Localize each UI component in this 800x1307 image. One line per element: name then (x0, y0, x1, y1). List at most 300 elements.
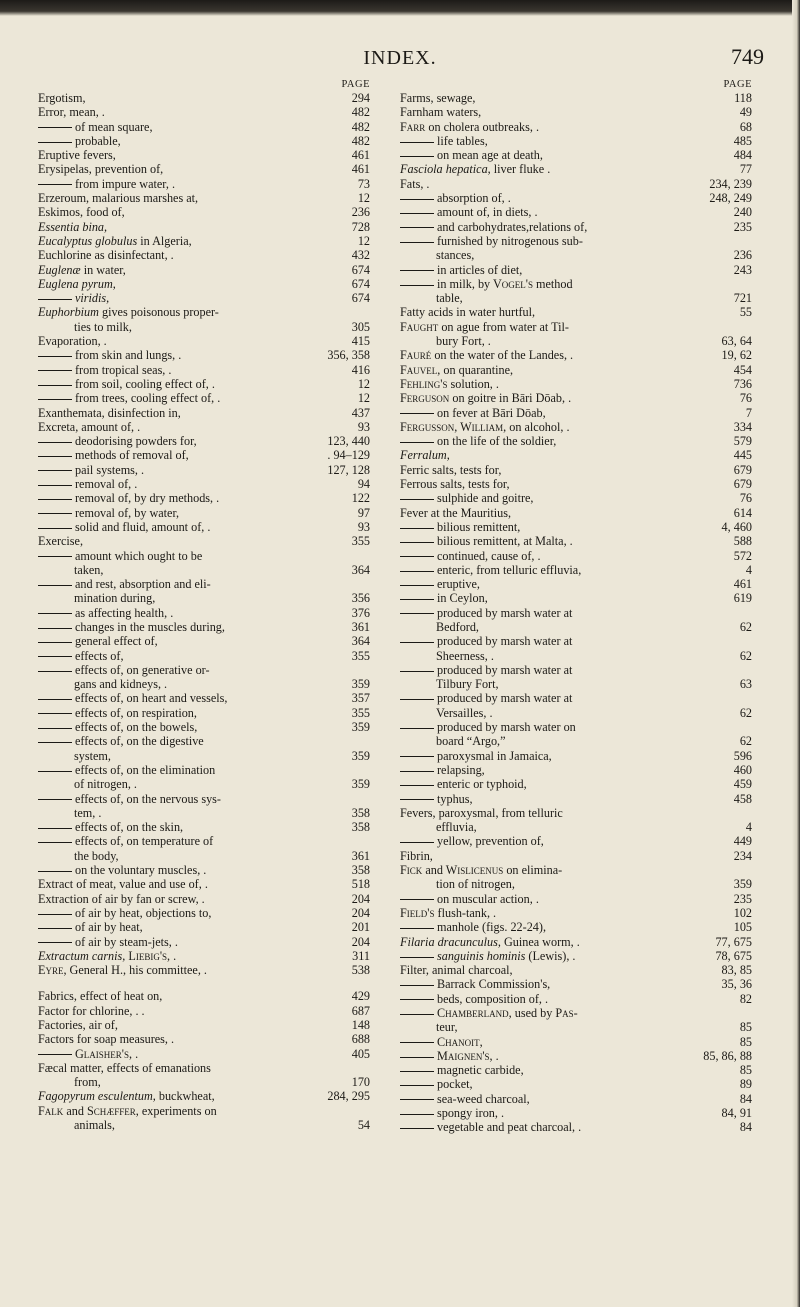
entry-continuation: gans and kidneys, . (74, 677, 168, 692)
entry-heading: Fæcal matter, effects of emanations (38, 1060, 211, 1075)
entry-page-ref: 361 (351, 619, 370, 634)
entry-page-ref: 376 (351, 605, 370, 620)
entry-page-ref: 201 (351, 920, 370, 935)
entry-heading: as affecting health, . (75, 605, 174, 620)
entry-heading: magnetic carbide, (437, 1063, 524, 1078)
entry-page-ref: 358 (351, 863, 370, 878)
entry-heading: changes in the muscles during, (75, 619, 225, 634)
entry-page-ref: 538 (351, 963, 370, 978)
entry-heading: Exanthemata, disinfection in, (38, 405, 181, 420)
ditto-dash (400, 227, 434, 228)
entry-page-ref: 355 (351, 705, 370, 720)
entry-text (38, 706, 197, 720)
ditto-dash (400, 957, 434, 958)
entry-continuation: taken, (74, 562, 104, 577)
entry-heading: produced by marsh water at (437, 605, 573, 620)
ditto-dash (400, 1057, 434, 1058)
entry-heading: Fibrin, (400, 848, 433, 863)
entry-heading: removal of, . (75, 477, 138, 492)
entry-text (38, 549, 202, 563)
index-entry (400, 834, 752, 848)
entry-heading: Erzeroum, malarious marshes at, (38, 191, 199, 206)
entry-subtext: on ague from water at Til- (438, 319, 569, 334)
ditto-dash (400, 1099, 434, 1100)
index-entry (38, 792, 370, 821)
index-entry (400, 406, 752, 420)
entry-heading: Ferric salts, tests for, (400, 462, 502, 477)
index-entry (38, 305, 370, 334)
index-entry (400, 277, 752, 306)
entry-text (400, 177, 429, 191)
entry-heading: Fever at the Mauritius, (400, 505, 512, 520)
ditto-dash (38, 942, 72, 943)
entry-page-ref: 83, 85 (721, 963, 752, 978)
index-entry (38, 577, 370, 606)
index-entry (38, 649, 370, 663)
entry-heading: amount of, in diets, . (437, 205, 538, 220)
index-entry (400, 977, 752, 991)
entry-subtext: in Algeria, (137, 233, 192, 248)
entry-page-ref: 84, 91 (721, 1106, 752, 1121)
entry-page-ref: 432 (351, 248, 370, 263)
entry-page-ref: 674 (351, 291, 370, 306)
index-entries (38, 91, 370, 1132)
entry-page-ref: 73 (357, 176, 370, 191)
entry-heading: produced by marsh water at (437, 634, 573, 649)
entry-text (38, 277, 116, 291)
entry-page-ref: 49 (739, 105, 752, 120)
index-entry (400, 191, 752, 205)
entry-page-ref: 85, 86, 88 (703, 1048, 752, 1063)
entry-text (38, 606, 173, 620)
entry-name: Falk (38, 1103, 64, 1118)
entry-name: Chanoit (437, 1034, 480, 1049)
entry-text (400, 892, 539, 906)
index-entry (38, 448, 370, 462)
entry-page-ref: 484 (733, 148, 752, 163)
entry-name: Eyre (38, 963, 64, 978)
entry-text (400, 1077, 473, 1091)
index-entry (400, 234, 752, 263)
entry-page-ref: 284, 295 (327, 1089, 370, 1104)
index-entry (400, 377, 752, 391)
entry-heading: effects of, on respiration, (75, 705, 197, 720)
entry-text (38, 720, 197, 734)
entry-heading: produced by marsh water on (437, 720, 576, 735)
page-number: 749 (731, 44, 764, 69)
ditto-dash (38, 442, 72, 443)
ditto-dash (38, 628, 72, 629)
entry-text (400, 406, 546, 420)
entry-page-ref: 78, 675 (715, 948, 752, 963)
entry-page-ref: 82 (739, 991, 752, 1006)
scan-top-edge (0, 0, 800, 16)
entry-text (38, 291, 109, 305)
index-entry (400, 863, 752, 892)
index-entry (38, 491, 370, 505)
entry-text (400, 420, 570, 434)
entry-name: Farr (400, 119, 426, 134)
entry-heading: Euglena pyrum, (38, 276, 116, 291)
entry-page-ref: 148 (351, 1018, 370, 1032)
entry-page-ref: 54 (357, 1118, 370, 1133)
entry-text (400, 162, 550, 176)
ditto-dash (38, 742, 72, 743)
index-entry (400, 563, 752, 577)
entry-subtext: gives poisonous proper- (98, 305, 219, 320)
ditto-dash (38, 1054, 72, 1055)
index-entry (400, 148, 752, 162)
entry-page-ref: 84 (739, 1091, 752, 1106)
entry-text (400, 491, 533, 505)
entry-page-ref: 728 (351, 219, 370, 234)
ditto-dash (38, 799, 72, 800)
entry-text (400, 663, 572, 677)
entry-heading: effects of, on generative or- (75, 662, 210, 677)
entry-text (400, 806, 563, 820)
index-entry (400, 849, 752, 863)
entry-heading: Filter, animal charcoal, (400, 963, 513, 978)
scan-right-edge (792, 0, 800, 1307)
ditto-dash (38, 356, 72, 357)
ditto-dash (400, 1071, 434, 1072)
entry-text (400, 634, 572, 648)
entry-text (400, 1035, 483, 1049)
index-entry (400, 777, 752, 791)
entry-continuation: stances, (436, 248, 475, 263)
index-entry (400, 134, 752, 148)
entry-text (38, 205, 125, 219)
entry-name: Field's (400, 905, 435, 920)
entry-heading: effects of, on heart and vessels, (75, 691, 228, 706)
page-column-label: PAGE (723, 79, 752, 90)
index-entry (400, 1006, 752, 1035)
ditto-dash (38, 914, 72, 915)
ditto-dash (400, 613, 434, 614)
entry-page-ref: 364 (351, 634, 370, 649)
ditto-dash (38, 871, 72, 872)
index-entry (400, 691, 752, 720)
entry-page-ref: 359 (351, 677, 370, 692)
entry-continuation: board “Argo,” (436, 734, 506, 749)
entry-page-ref: 127, 128 (327, 462, 370, 477)
index-entry (400, 1092, 752, 1106)
index-entry (400, 520, 752, 534)
index-entry (400, 935, 752, 949)
index-entry (38, 1032, 370, 1046)
index-entry (38, 263, 370, 277)
ditto-dash (38, 470, 72, 471)
entry-text (400, 549, 541, 563)
entry-text (38, 377, 215, 391)
entry-text (38, 334, 107, 348)
entry-text (38, 1089, 215, 1103)
index-entry (400, 949, 752, 963)
index-entry (38, 920, 370, 934)
entry-page-ref: 359 (351, 777, 370, 792)
index-entry (38, 734, 370, 763)
index-entry (400, 506, 752, 520)
entry-heading: Factor for chlorine, . . (38, 1003, 145, 1018)
ditto-dash (38, 299, 72, 300)
entry-page-ref: 461 (733, 577, 752, 592)
entry-text (38, 935, 178, 949)
entry-page-ref: 63, 64 (721, 334, 752, 349)
entry-continuation: system, (74, 748, 111, 763)
entry-text (400, 477, 510, 491)
entry-text (400, 777, 527, 791)
entry-continuation: table, (436, 291, 463, 306)
index-entry (38, 234, 370, 248)
entry-subtext: in water, (80, 262, 126, 277)
entry-heading: manhole (figs. 22-24), (437, 920, 546, 935)
entry-page-ref: 461 (351, 162, 370, 177)
entry-heading: on fever at Bāri Dōab, (437, 405, 546, 420)
entry-text (400, 263, 522, 277)
index-entry (38, 506, 370, 520)
entry-text (38, 877, 208, 891)
entry-page-ref: 240 (733, 205, 752, 220)
entry-heading: furnished by nitrogenous sub- (437, 233, 583, 248)
ditto-dash (38, 928, 72, 929)
entry-page-ref: 204 (351, 891, 370, 906)
ditto-dash (400, 799, 434, 800)
index-entry (38, 892, 370, 906)
entry-text (400, 220, 587, 234)
entry-text (38, 406, 181, 420)
entry-text (38, 105, 105, 119)
entry-text (38, 506, 179, 520)
ditto-dash (38, 127, 72, 128)
index-entry (38, 377, 370, 391)
ditto-dash (400, 1128, 434, 1129)
entry-page-ref: 19, 62 (721, 348, 752, 363)
entry-text (38, 949, 176, 963)
entry-heading: Fatty acids in water hurtful, (400, 305, 536, 320)
index-entry (400, 177, 752, 191)
entry-heading: paroxysmal in Jamaica, (437, 748, 552, 763)
ditto-dash (38, 642, 72, 643)
entry-page-ref: 405 (351, 1046, 370, 1061)
entry-text (38, 120, 153, 134)
entry-heading: Farnham waters, (400, 105, 482, 120)
entry-page-ref: 687 (351, 1003, 370, 1018)
entry-heading: enteric, from telluric effluvia, (437, 562, 582, 577)
entry-name: Glaisher's (75, 1046, 130, 1061)
entry-text (38, 191, 198, 205)
entry-text (38, 391, 220, 405)
index-entry (400, 1106, 752, 1120)
index-entry (38, 120, 370, 134)
index-column-right (400, 78, 752, 1135)
entry-heading: Essentia bina, (38, 219, 108, 234)
ditto-dash (400, 442, 434, 443)
index-entry (400, 606, 752, 635)
entry-page-ref: 204 (351, 934, 370, 949)
ditto-dash (400, 1014, 434, 1015)
entry-page-ref: 614 (733, 505, 752, 520)
index-entry (38, 191, 370, 205)
index-entry (38, 1089, 370, 1103)
entry-page-ref: 355 (351, 648, 370, 663)
entry-page-ref: 84 (739, 1120, 752, 1135)
entry-page-ref: . 94–129 (327, 448, 370, 463)
entry-heading: in Ceylon, (437, 591, 488, 606)
entry-heading: Fasciola hepatica, (400, 162, 491, 177)
entry-heading: Fabrics, effect of heat on, (38, 989, 163, 1004)
index-entry (400, 91, 752, 105)
ditto-dash (400, 928, 434, 929)
entry-heading: effects of, on the nervous sys- (75, 791, 221, 806)
ditto-dash (38, 699, 72, 700)
entry-heading: pail systems, . (75, 462, 145, 477)
entry-heading: relapsing, (437, 762, 485, 777)
index-entry (38, 277, 370, 291)
index-entry (38, 1004, 370, 1018)
section-gap (38, 977, 370, 989)
index-entry (38, 91, 370, 105)
entry-page-ref: 334 (733, 419, 752, 434)
entry-text (400, 91, 475, 105)
entry-page-ref: 364 (351, 562, 370, 577)
entry-page-ref: 482 (351, 133, 370, 148)
index-entry (400, 806, 752, 835)
index-entry (38, 406, 370, 420)
index-entry (38, 477, 370, 491)
entry-heading: from tropical seas, . (75, 362, 172, 377)
entry-text (400, 963, 513, 977)
entry-page-ref: 76 (739, 391, 752, 406)
entry-subtext: , General H., his committee, . (63, 963, 207, 978)
ditto-dash (38, 513, 72, 514)
index-entry (400, 920, 752, 934)
entry-text (400, 105, 481, 119)
entry-name: Ferguson (400, 391, 450, 406)
index-entry (400, 105, 752, 119)
entry-heading: Farms, sewage, (400, 91, 476, 105)
entry-heading: Fevers, paroxysmal, from telluric (400, 805, 563, 820)
entry-continuation: tion of nitrogen, (436, 877, 515, 892)
entry-heading: in milk, by (437, 276, 491, 291)
entry-text (38, 1032, 174, 1046)
entry-page-ref: 55 (739, 305, 752, 320)
entry-name: Pas- (552, 1006, 578, 1020)
entry-subtext: , on quarantine, (437, 362, 514, 377)
entry-heading: of air by heat, objections to, (75, 905, 212, 920)
entry-page-ref: 596 (733, 748, 752, 763)
entry-name: Fauré (400, 348, 432, 363)
entry-page-ref: 679 (733, 477, 752, 492)
entry-subtext: liver fluke . (490, 162, 551, 177)
entry-page-ref: 122 (351, 491, 370, 506)
entry-page-ref: 35, 36 (721, 977, 752, 992)
entry-page-ref: 93 (357, 519, 370, 534)
index-entry (38, 963, 370, 977)
entry-heading: Ferrous salts, tests for, (400, 477, 510, 492)
entry-text (400, 1092, 530, 1106)
entry-text (400, 234, 583, 248)
entry-text (400, 591, 488, 605)
entry-page-ref: 674 (351, 262, 370, 277)
entry-text (400, 120, 539, 134)
entry-text (400, 749, 552, 763)
entry-continuation: animals, (74, 1118, 115, 1133)
entry-subtext: , . (489, 1048, 499, 1063)
entry-page-ref: 572 (733, 548, 752, 563)
entry-page-ref: 518 (351, 877, 370, 892)
ditto-dash (38, 842, 72, 843)
entry-heading: absorption of, . (437, 191, 511, 206)
entry-name: Fergusson, William (400, 419, 504, 434)
index-entry (400, 120, 752, 134)
entry-page-ref: 63 (739, 677, 752, 692)
entry-text (38, 1018, 118, 1032)
entry-text (38, 834, 213, 848)
entry-heading: Erysipelas, prevention of, (38, 162, 164, 177)
ditto-dash (38, 828, 72, 829)
entry-subtext: , on alcohol, . (503, 419, 570, 434)
entry-heading: Euphorbium (38, 305, 99, 320)
ditto-dash (400, 585, 434, 586)
entry-subtext: , used by (508, 1006, 553, 1020)
entry-page-ref: 102 (733, 905, 752, 920)
index-entry (38, 1018, 370, 1032)
entry-continuation: Bedford, (436, 619, 479, 634)
entry-continuation: Sheerness, . (436, 648, 494, 663)
index-entry (38, 420, 370, 434)
index-entry (38, 248, 370, 262)
entry-name: Schæffer (83, 1103, 136, 1118)
index-entry (38, 534, 370, 548)
entry-page-ref: 85 (739, 1063, 752, 1078)
entry-heading: Extractum carnis, (38, 948, 126, 963)
entry-name: Faught (400, 319, 439, 334)
entry-heading: solid and fluid, amount of, . (75, 519, 211, 534)
ditto-dash (400, 242, 434, 243)
entry-text (38, 963, 207, 977)
index-entry (400, 1035, 752, 1049)
index-entry (400, 448, 752, 462)
entry-page-ref: 62 (739, 619, 752, 634)
ditto-dash (400, 999, 434, 1000)
entry-page-ref: 243 (733, 262, 752, 277)
entry-text (38, 1104, 217, 1118)
entry-heading: from soil, cooling effect of, . (75, 376, 215, 391)
entry-text (38, 348, 181, 362)
entry-subtext: , experiments on (135, 1103, 217, 1118)
ditto-dash (400, 156, 434, 157)
entry-page-ref: 461 (351, 148, 370, 163)
entry-heading: amount which ought to be (75, 548, 203, 563)
index-entry (38, 834, 370, 863)
entry-page-ref: 97 (357, 505, 370, 520)
index-entry (38, 863, 370, 877)
entry-page-ref: 416 (351, 362, 370, 377)
entry-text (400, 992, 548, 1006)
index-entry (400, 477, 752, 491)
entry-page-ref: 460 (733, 762, 752, 777)
entry-page-ref: 485 (733, 133, 752, 148)
entry-heading: Eruptive fevers, (38, 148, 116, 163)
entry-subtext: (Lewis), . (525, 948, 576, 963)
entry-text (38, 220, 107, 234)
entry-page-ref: 123, 440 (327, 434, 370, 449)
index-entry (38, 949, 370, 963)
entry-text (38, 263, 126, 277)
index-entry (38, 1104, 370, 1133)
index-entry (38, 434, 370, 448)
index-entry (400, 491, 752, 505)
